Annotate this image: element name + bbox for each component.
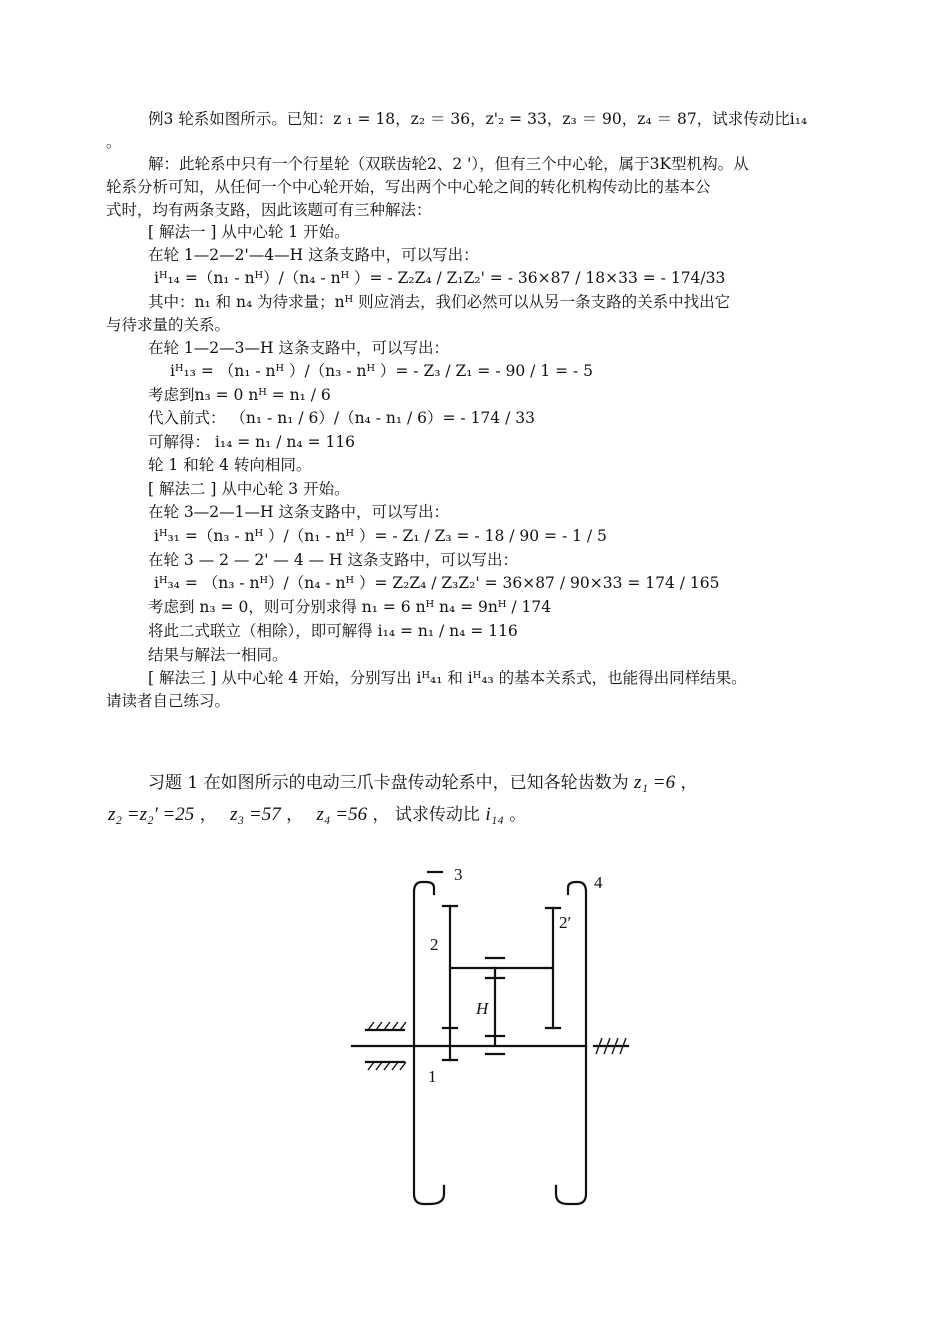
exercise-z2: z₂ =z₂′ =25 bbox=[108, 804, 195, 825]
label-gear-2p: 2′ bbox=[559, 913, 572, 932]
example-line-23: 结果与解法一相同。 bbox=[148, 646, 288, 664]
example-line-6: 在轮 1—2—2'—4—H 这条支路中，可以写出： bbox=[148, 246, 479, 264]
exercise-z1: z₁ =6 bbox=[634, 772, 676, 793]
gear-3-ring bbox=[414, 882, 444, 1204]
example-line-1b: 。 bbox=[106, 133, 122, 151]
example-line-25: 请读者自己练习。 bbox=[106, 692, 231, 710]
example-line-16: [ 解法二 ] 从中心轮 3 开始。 bbox=[148, 480, 350, 498]
exercise-i14: i₁₄ bbox=[485, 804, 504, 825]
exercise-comma: ， bbox=[680, 773, 698, 793]
exercise-ask: 试求传动比 bbox=[394, 805, 480, 825]
exercise-line-1 bbox=[148, 772, 698, 794]
example-line-21: 考虑到 n₃ = 0，则可分别求得 n₁ = 6 nᴴ n₄ = 9nᴴ / 174 bbox=[148, 598, 552, 616]
example-line-22: 将此二式联立（相除），即可解得 i₁₄ = n₁ / n₄ = 116 bbox=[148, 622, 518, 640]
label-carrier-h: H bbox=[476, 999, 489, 1018]
example-line-8: 其中：n₁ 和 n₄ 为待求量；nᴴ 则应消去，我们必然可以从另一条支路的关系中找出它 bbox=[148, 293, 731, 311]
example-formula-2: iᴴ₁₃ = （n₁ - nᴴ ）/（n₃ - nᴴ ）= - Z₃ / Z₁ = - 90 / 1 = - 5 bbox=[170, 362, 594, 380]
example-line-13: 代入前式： （n₁ - n₁ / 6）/（n₄ - n₁ / 6）= - 174 / 33 bbox=[148, 409, 535, 427]
example-formula-1: iᴴ₁₄ =（n₁ - nᴴ）/（n₄ - nᴴ ）= - Z₂Z₄ / Z₁Z₂' = - 36×87 / 18×33 = - 174/33 bbox=[154, 269, 726, 287]
exercise-sep-2: ， bbox=[286, 805, 304, 825]
example-line-5: [ 解法一 ] 从中心轮 1 开始。 bbox=[148, 223, 350, 241]
example-line-24: [ 解法三 ] 从中心轮 4 开始，分别写出 iᴴ₄₁ 和 iᴴ₄₃ 的基本关系式，也能得出同样结果。 bbox=[148, 669, 747, 687]
gear-train-diagram bbox=[340, 858, 640, 1228]
exercise-line-2 bbox=[108, 804, 526, 826]
example-line-3: 轮系分析可知，从任何一个中心轮开始，写出两个中心轮之间的转化机构传动比的基本公 bbox=[106, 178, 711, 196]
exercise-z4: z₄ =56 bbox=[316, 804, 368, 825]
example-formula-3: iᴴ₃₁ =（n₃ - nᴴ ）/（n₁ - nᴴ ）= - Z₁ / Z₃ = - 18 / 90 = - 1 / 5 bbox=[154, 527, 607, 545]
exercise-intro: 习题 1 在如图所示的电动三爪卡盘传动轮系中，已知各轮齿数为 bbox=[148, 773, 629, 793]
label-gear-1: 1 bbox=[428, 1067, 437, 1086]
exercise-z3: z₃ =57 bbox=[230, 804, 281, 825]
label-gear-3: 3 bbox=[454, 865, 463, 884]
example-line-1: 例3 轮系如图所示。已知：z ₁ = 18，z₂ ＝ 36，z'₂ = 33，z₃ ＝ 90，z₄ ＝ 87，试求传动比i₁₄ bbox=[148, 110, 808, 128]
example-line-9: 与待求量的关系。 bbox=[106, 316, 231, 334]
example-line-10: 在轮 1—2—3—H 这条支路中，可以写出： bbox=[148, 339, 449, 357]
exercise-sep-3: ， bbox=[372, 805, 390, 825]
example-line-17: 在轮 3—2—1—H 这条支路中，可以写出： bbox=[148, 503, 449, 521]
exercise-sep-1: ， bbox=[199, 805, 217, 825]
example-line-15: 轮 1 和轮 4 转向相同。 bbox=[148, 456, 312, 474]
example-line-12: 考虑到n₃ = 0 nᴴ = n₁ / 6 bbox=[148, 386, 331, 404]
example-line-19: 在轮 3 — 2 — 2' — 4 — H 这条支路中，可以写出： bbox=[148, 551, 518, 569]
example-line-2: 解：此轮系中只有一个行星轮（双联齿轮2、2 '），但有三个中心轮，属于3K型机构。从 bbox=[148, 155, 749, 173]
example-line-4: 式时，均有两条支路，因此该题可有三种解法： bbox=[106, 201, 432, 219]
label-gear-2: 2 bbox=[430, 935, 439, 954]
example-formula-4: iᴴ₃₄ = （n₃ - nᴴ）/（n₄ - nᴴ ）= Z₂Z₄ / Z₃Z₂' = 36×87 / 90×33 = 174 / 165 bbox=[154, 574, 720, 592]
label-gear-4: 4 bbox=[594, 873, 603, 892]
example-line-14: 可解得： i₁₄ = n₁ / n₄ = 116 bbox=[148, 433, 356, 451]
exercise-end: 。 bbox=[509, 805, 527, 825]
